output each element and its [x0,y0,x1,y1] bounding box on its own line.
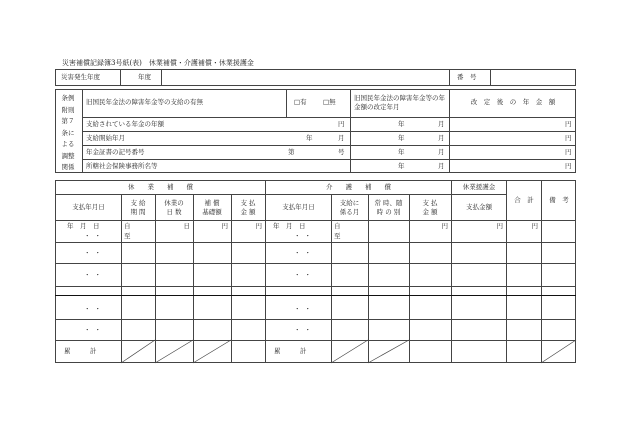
kaigo-row4-dots: ・・ [294,305,315,313]
engo-amount-unit: 円 [496,222,503,230]
kyugyo-period-from: 自 [124,222,131,230]
kyugyo-period-header: 支 給 期 間 [130,199,146,216]
total-amount-unit: 円 [531,222,538,230]
office-label: 所轄社会保険事務所名等 [86,162,158,170]
kaigo-month-to: 至 [334,232,341,240]
row2-month: 月 [438,120,445,128]
certificate-go: 号 [338,148,345,156]
page-title: 災害補償記録簿3号紙(表) 休業補償・介護補償・休業援護金 [62,59,254,67]
kyugyo-date-dots: ・・ [84,232,105,240]
kaigo-amount-header: 支 払 金 額 [422,199,438,216]
kyugyo-paydate-header: 支払年月日 [72,203,105,211]
kyugyo-row4-dots: ・・ [84,305,105,313]
kyugyo-row3-dots: ・・ [84,271,105,279]
pension-change-label: 旧国民年金法の障害年金等の年金額の改定年月 [354,94,445,111]
kyugyo-amount-header: 支 払 金 額 [240,199,256,216]
kaigo-row5-dots: ・・ [294,326,315,334]
kyugyo-header: 休 業 補 償 [128,183,193,191]
row4-month: 月 [438,148,445,156]
row4-yen: 円 [565,148,572,156]
revised-amount-label: 改 定 後 の 年 金 額 [470,98,556,106]
row2-year: 年 [398,120,405,128]
row3-month: 月 [438,134,445,142]
kyugyo-date-ymd: 年 月 日 [67,222,100,230]
row5-year: 年 [398,162,405,170]
pension-annual-label: 支給されている年金の年額 [86,120,164,128]
pension-annual-yen: 円 [338,120,345,128]
row2-yen: 円 [565,120,572,128]
engo-header: 休業援護金 [462,183,496,191]
disaster-year-unit: 年度 [138,73,151,81]
kaigo-month-from: 自 [334,222,341,230]
kaigo-date-dots: ・・ [294,232,315,240]
row5-yen: 円 [565,162,572,170]
total-header: 合 計 [514,196,534,204]
kyugyo-cumulative-label: 累 計 [64,347,97,355]
engo-amount-header: 支払金額 [466,203,492,211]
adjustment-side-label: 条例 附則 第７ 条に よる 調整 関係 [61,94,75,171]
pension-yes-checkbox[interactable]: □有 [294,98,307,106]
pension-no-checkbox[interactable]: □無 [323,98,336,106]
kyugyo-base-header: 補 償 基礎額 [202,199,222,216]
certificate-dai: 第 [288,148,295,156]
kyugyo-row2-dots: ・・ [84,249,105,257]
kaigo-kind-header: 常 時、随 時 の 別 [374,199,403,216]
kyugyo-amount-unit: 円 [255,222,262,230]
number-label: 番 号 [457,73,477,81]
kaigo-date-ymd: 年 月 日 [273,222,306,230]
kaigo-cumulative-label: 累 計 [274,347,307,355]
row3-year: 年 [398,134,405,142]
kaigo-month-header: 支給に 係る月 [339,199,360,216]
biko-header: 備 考 [549,196,569,204]
disaster-year-field[interactable] [162,70,448,85]
certificate-label: 年金証書の記号番号 [86,148,145,156]
kyugyo-days-header: 休業の 日 数 [164,199,184,216]
row4-year: 年 [398,148,405,156]
number-field[interactable] [491,70,575,85]
row3-yen: 円 [565,134,572,142]
kyugyo-row5-dots: ・・ [84,326,105,334]
start-year: 年 [306,134,313,142]
start-month: 月 [338,134,345,142]
kaigo-row3-dots: ・・ [294,271,315,279]
kaigo-header: 介 護 補 償 [326,183,391,191]
kyugyo-base-unit: 円 [221,222,228,230]
kaigo-row2-dots: ・・ [294,249,315,257]
disaster-year-label: 災害発生年度 [61,73,100,81]
row5-month: 月 [438,162,445,170]
kaigo-paydate-header: 支払年月日 [282,203,315,211]
kyugyo-days-unit: 日 [183,222,190,230]
kyugyo-period-to: 至 [124,232,131,240]
kaigo-amount-unit: 円 [441,222,448,230]
pension-existence-label: 旧国民年金法の障害年金等の支給の有無 [86,98,203,106]
start-month-label: 支給開始年月 [86,134,125,142]
